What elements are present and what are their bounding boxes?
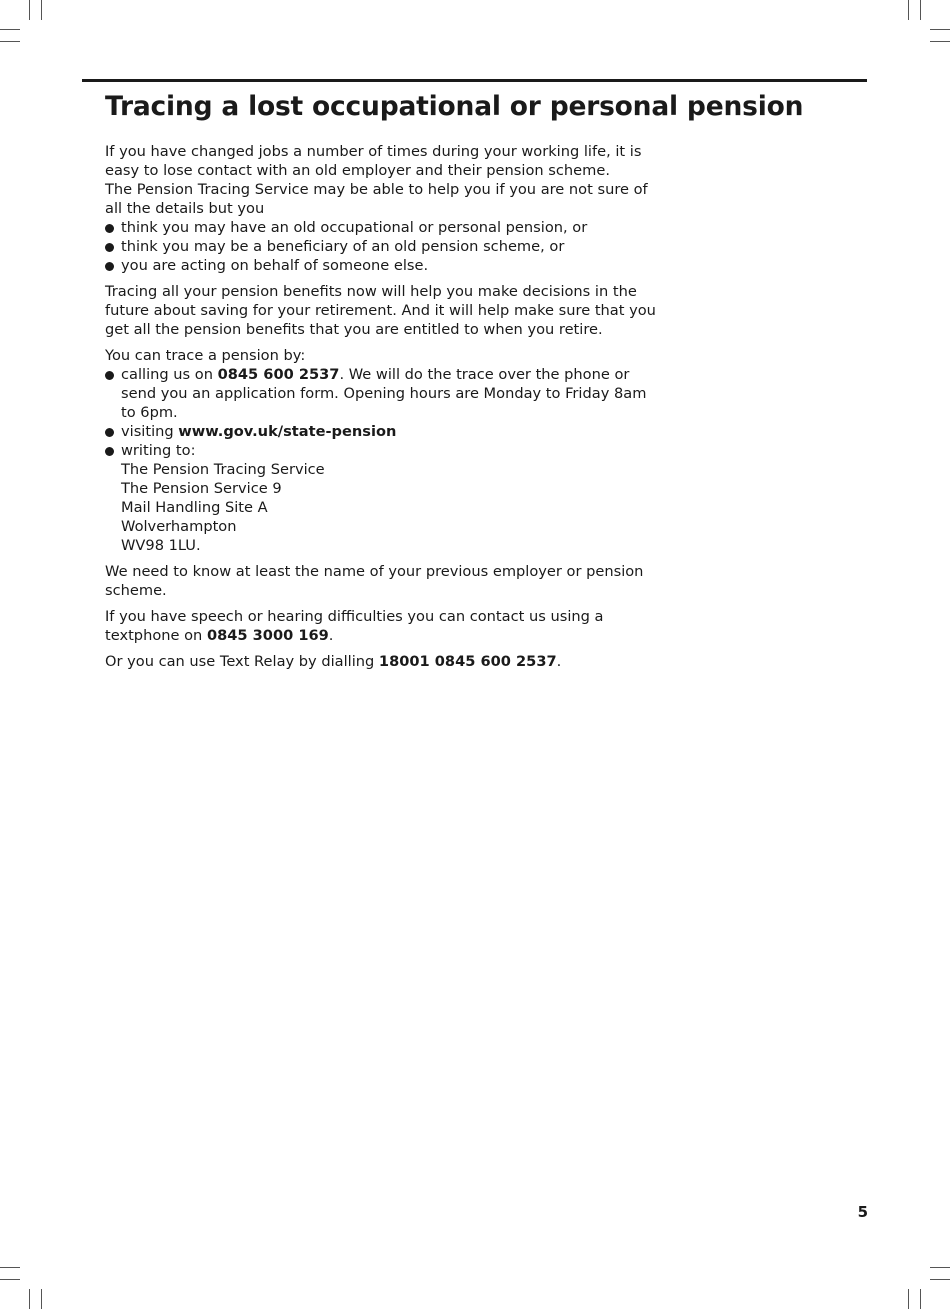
list-item-visit bbox=[105, 422, 665, 441]
address-line: Mail Handling Site A bbox=[121, 499, 268, 516]
need-to-know-paragraph: We need to know at least the name of your previous employer or pension scheme. bbox=[105, 563, 644, 599]
textphone-number[interactable]: 0845 3000 169 bbox=[206, 627, 329, 644]
crop-mark bbox=[930, 1279, 950, 1280]
crop-mark bbox=[920, 1289, 921, 1309]
call-prefix: calling us on bbox=[121, 366, 218, 383]
phone-number[interactable]: 0845 600 2537 bbox=[217, 366, 340, 383]
crop-mark bbox=[0, 41, 20, 42]
list-item-write bbox=[105, 441, 665, 555]
trace-intro: You can trace a pension by: bbox=[105, 347, 306, 364]
list-item-call bbox=[105, 365, 665, 422]
list-item: think you may be a beneficiary of an old pension scheme, or bbox=[105, 237, 665, 256]
crop-mark bbox=[41, 0, 42, 20]
crop-mark bbox=[920, 0, 921, 20]
website-link[interactable]: www.gov.uk/state-pension bbox=[178, 423, 397, 440]
crop-mark bbox=[930, 41, 950, 42]
text-relay-prefix: Or you can use Text Relay by dialling bbox=[105, 653, 379, 670]
address-line: The Pension Tracing Service bbox=[121, 461, 325, 478]
crop-mark bbox=[0, 29, 20, 30]
list-item: think you may have an old occupational or personal pension, or bbox=[105, 218, 665, 237]
top-rule bbox=[82, 79, 867, 82]
address-line: Wolverhampton bbox=[121, 518, 237, 535]
text-relay-suffix: . bbox=[556, 653, 562, 670]
intro-paragraph-2: The Pension Tracing Service may be able to help you if you are not sure of all the details but you bbox=[105, 181, 648, 217]
call-suffix: . We will do the trace over the phone or send you an application form. Opening hours are Monday to Friday 8am to 6pm. bbox=[121, 366, 647, 421]
trace-methods-list bbox=[105, 365, 665, 555]
visit-prefix: visiting bbox=[121, 423, 179, 440]
crop-mark bbox=[29, 0, 30, 20]
crop-mark bbox=[930, 29, 950, 30]
text-relay-paragraph bbox=[105, 652, 665, 671]
page-number: 5 bbox=[857, 1203, 868, 1221]
crop-mark bbox=[0, 1279, 20, 1280]
text-relay-number[interactable]: 18001 0845 600 2537 bbox=[378, 653, 557, 670]
write-prefix: writing to: bbox=[121, 442, 196, 459]
textphone-prefix: If you have speech or hearing difficulties you can contact us using a textphone on bbox=[105, 608, 604, 644]
crop-mark bbox=[29, 1289, 30, 1309]
crop-mark bbox=[908, 1289, 909, 1309]
body-content bbox=[105, 142, 665, 671]
benefits-paragraph: Tracing all your pension benefits now will help you make decisions in the future about saving for your retirement. And it will help make sure that you get all the pension benefits that you are entitled to when you retire. bbox=[105, 283, 656, 338]
crop-mark bbox=[41, 1289, 42, 1309]
crop-mark bbox=[908, 0, 909, 20]
textphone-paragraph bbox=[105, 607, 665, 645]
crop-mark bbox=[0, 1267, 20, 1268]
crop-mark bbox=[930, 1267, 950, 1268]
address-line: The Pension Service 9 bbox=[121, 480, 282, 497]
eligibility-list bbox=[105, 218, 665, 275]
address-line: WV98 1LU. bbox=[121, 537, 201, 554]
page-title: Tracing a lost occupational or personal pension bbox=[105, 91, 804, 122]
list-item: you are acting on behalf of someone else. bbox=[105, 256, 665, 275]
textphone-suffix: . bbox=[328, 627, 334, 644]
intro-paragraph-1: If you have changed jobs a number of times during your working life, it is easy to lose contact with an old employer and their pension scheme. bbox=[105, 143, 642, 179]
